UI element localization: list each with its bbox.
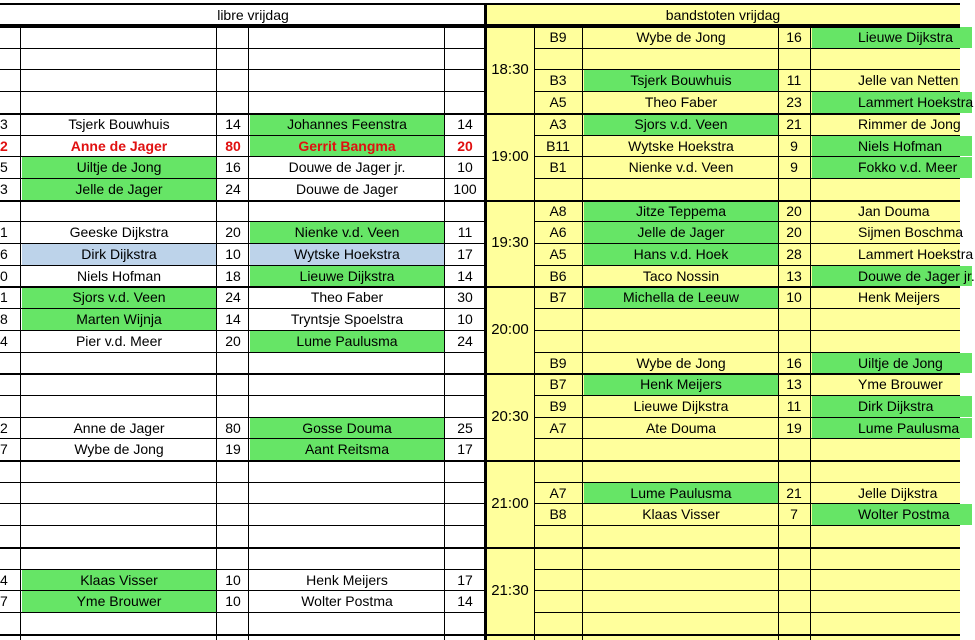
player-2: Tryntsje Spoelstra	[290, 311, 404, 327]
score-1: 20	[225, 224, 241, 240]
table-code: A7	[549, 485, 567, 501]
row-number: 1	[0, 289, 8, 305]
score-1: 24	[225, 181, 241, 197]
col-rule	[248, 26, 249, 640]
row-rule-left	[0, 156, 486, 157]
row-rule-right	[486, 200, 960, 202]
band-player-1: Sjors v.d. Veen	[584, 114, 778, 135]
band-player-1: Wybe de Jong	[636, 355, 726, 371]
table-code: A5	[549, 246, 567, 262]
row-rule-right	[486, 634, 960, 636]
band-player-2: Lammert Hoekstra	[858, 246, 974, 262]
score-2: 20	[457, 138, 473, 154]
player-2: Lieuwe Dijkstra	[250, 266, 444, 286]
band-player-2: Jelle van Netten	[858, 72, 959, 88]
row-rule-right	[534, 438, 960, 439]
row-rule-left	[0, 460, 486, 462]
band-player-2: Jelle Dijkstra	[858, 485, 938, 501]
table-code: B8	[549, 506, 567, 522]
table-code: A6	[549, 224, 567, 240]
score-2: 17	[457, 572, 473, 588]
header-bottom	[0, 24, 960, 26]
score-1: 18	[225, 268, 241, 284]
band-player-1: Henk Meijers	[584, 374, 778, 395]
band-player-1: Hans v.d. Hoek	[584, 244, 778, 265]
player-2: Douwe de Jager	[296, 181, 398, 197]
table-code: B9	[549, 355, 567, 371]
header-bandstoten: bandstoten vrijdag	[486, 4, 960, 26]
row-rule-right	[534, 91, 960, 92]
row-rule-right	[534, 48, 960, 49]
score-1: 19	[225, 441, 241, 457]
band-player-2: Sijmen Boschma	[858, 224, 964, 240]
score-2: 14	[457, 268, 473, 284]
table-code: B9	[549, 398, 567, 414]
time-slot: 19:30	[491, 234, 529, 251]
score-2: 30	[457, 289, 473, 305]
player-1: Klaas Visser	[22, 570, 216, 590]
score-2: 11	[457, 224, 473, 240]
band-player-1: Nienke v.d. Veen	[628, 159, 734, 175]
row-rule-left	[0, 569, 486, 570]
band-player-1: Wytske Hoekstra	[628, 138, 734, 154]
score-1: 80	[225, 420, 241, 436]
row-rule-left	[0, 135, 486, 136]
time-slot: 19:00	[491, 148, 529, 165]
row-number: 4	[0, 572, 8, 588]
band-player-2: Rimmer de Jong	[858, 116, 961, 132]
col-rule	[582, 26, 583, 640]
row-rule-left	[0, 113, 486, 115]
row-rule-right	[534, 221, 960, 222]
player-2: Henk Meijers	[306, 572, 388, 588]
band-score-1: 23	[786, 94, 802, 110]
time-slot: 21:30	[491, 582, 529, 599]
player-1: Anne de Jager	[70, 138, 168, 154]
player-2: Gosse Douma	[250, 418, 444, 438]
row-rule-right	[486, 547, 960, 549]
col-rule	[810, 26, 811, 640]
row-number: 1	[0, 224, 8, 240]
band-player-1: Lieuwe Dijkstra	[633, 398, 729, 414]
band-player-2: Niels Hofman	[812, 136, 972, 156]
row-rule-right	[534, 352, 960, 353]
band-score-1: 16	[786, 355, 802, 371]
row-rule-left	[0, 221, 486, 222]
band-player-1: Lume Paulusma	[584, 483, 778, 503]
col-rule	[534, 26, 535, 640]
player-1: Anne de Jager	[73, 420, 165, 436]
row-rule-right	[534, 417, 960, 418]
band-player-2: Wolter Postma	[812, 504, 972, 525]
band-player-2: Lume Paulusma	[812, 418, 972, 438]
score-2: 14	[457, 116, 473, 132]
band-score-1: 10	[786, 289, 802, 305]
row-rule-left	[0, 590, 486, 591]
band-score-1: 11	[786, 72, 802, 88]
table-code: B9	[549, 29, 567, 45]
row-rule-right	[486, 460, 960, 462]
score-2: 100	[453, 181, 477, 197]
row-rule-left	[0, 178, 486, 179]
score-1: 20	[225, 333, 241, 349]
table-code: B1	[549, 159, 567, 175]
row-rule-left	[0, 547, 486, 549]
player-1: Sjors v.d. Veen	[22, 287, 216, 308]
band-score-1: 16	[786, 29, 802, 45]
row-number: 2	[0, 138, 8, 154]
band-player-1: Klaas Visser	[642, 506, 720, 522]
row-rule-right	[534, 503, 960, 504]
band-player-1: Tsjerk Bouwhuis	[584, 70, 778, 91]
band-score-1: 11	[786, 398, 802, 414]
score-1: 10	[225, 572, 241, 588]
player-1: Yme Brouwer	[22, 591, 216, 612]
row-rule-left	[0, 91, 486, 92]
row-number: 3	[0, 181, 8, 197]
row-rule-left	[0, 417, 486, 418]
score-2: 10	[457, 311, 473, 327]
table-code: A7	[549, 420, 567, 436]
table-code: A8	[549, 203, 567, 219]
score-1: 24	[225, 289, 241, 305]
band-player-1: Ate Douma	[645, 420, 717, 436]
player-2: Wytske Hoekstra	[250, 244, 444, 265]
col-rule	[216, 26, 217, 640]
band-player-2: Douwe de Jager jr.	[812, 266, 972, 286]
row-rule-right	[534, 482, 960, 483]
top-border	[0, 3, 960, 5]
row-rule-right	[534, 612, 960, 613]
row-rule-left	[0, 612, 486, 613]
band-player-2: Dirk Dijkstra	[812, 396, 972, 417]
band-player-2: Henk Meijers	[858, 289, 940, 305]
table-code: B3	[549, 72, 567, 88]
row-rule-left	[0, 503, 486, 504]
row-rule-right	[534, 69, 960, 70]
score-2: 24	[457, 333, 473, 349]
col-rule	[778, 26, 779, 640]
band-player-2: Lammert Hoekstra	[812, 92, 972, 113]
band-score-1: 13	[786, 376, 802, 392]
band-player-2: Lieuwe Dijkstra	[812, 27, 972, 48]
row-rule-right	[534, 308, 960, 309]
row-number: 7	[0, 593, 8, 609]
row-rule-left	[0, 525, 486, 526]
player-2: Wolter Postma	[301, 593, 393, 609]
player-1: Marten Wijnja	[22, 309, 216, 330]
band-player-2: Yme Brouwer	[858, 376, 943, 392]
player-1: Niels Hofman	[76, 268, 162, 284]
row-rule-right	[534, 156, 960, 157]
score-2: 10	[457, 159, 473, 175]
band-player-1: Jelle de Jager	[584, 222, 778, 243]
player-2: Lume Paulusma	[250, 331, 444, 352]
row-rule-left	[0, 48, 486, 49]
row-rule-left	[0, 395, 486, 396]
player-1: Jelle de Jager	[22, 179, 216, 200]
band-score-1: 21	[786, 116, 802, 132]
player-2: Douwe de Jager jr.	[288, 159, 406, 175]
table-code: B7	[549, 376, 567, 392]
band-player-2: Fokko v.d. Meer	[812, 157, 972, 178]
row-rule-right	[534, 569, 960, 570]
header-libre: libre vrijdag	[217, 7, 289, 23]
row-rule-left	[0, 200, 486, 202]
row-rule-left	[0, 330, 486, 331]
score-1: 16	[225, 159, 241, 175]
band-player-2: Uiltje de Jong	[812, 353, 972, 373]
player-1: Dirk Dijkstra	[22, 244, 216, 265]
table-code: A5	[549, 94, 567, 110]
score-2: 14	[457, 593, 473, 609]
band-player-1: Theo Faber	[644, 94, 718, 110]
row-rule-left	[0, 243, 486, 244]
player-1: Uiltje de Jong	[22, 157, 216, 178]
row-rule-right	[534, 178, 960, 179]
row-rule-left	[0, 352, 486, 353]
row-rule-left	[0, 634, 486, 636]
row-rule-left	[0, 26, 486, 28]
player-1: Tsjerk Bouwhuis	[68, 116, 170, 132]
row-number: 2	[0, 420, 8, 436]
table-code: B7	[549, 289, 567, 305]
row-rule-left	[0, 286, 486, 288]
row-rule-right	[534, 330, 960, 331]
player-1: Geeske Dijkstra	[69, 224, 169, 240]
row-rule-left	[0, 69, 486, 70]
player-2: Nienke v.d. Veen	[250, 222, 444, 243]
table-code: B11	[546, 138, 570, 154]
player-1: Pier v.d. Meer	[75, 333, 163, 349]
band-player-1: Wybe de Jong	[636, 29, 726, 45]
score-1: 14	[225, 116, 241, 132]
col-rule-thick	[484, 3, 487, 640]
row-rule-right	[534, 590, 960, 591]
score-1: 10	[225, 593, 241, 609]
player-2: Aant Reitsma	[250, 439, 444, 460]
band-player-1: Michella de Leeuw	[584, 287, 778, 308]
row-number: 6	[0, 246, 8, 262]
time-slot: 18:30	[491, 61, 529, 78]
score-2: 25	[457, 420, 473, 436]
time-slot: 21:00	[491, 495, 529, 512]
row-number: 8	[0, 311, 8, 327]
score-2: 17	[457, 246, 473, 262]
band-player-2: Jan Douma	[858, 203, 930, 219]
row-number: 7	[0, 441, 8, 457]
row-number: 5	[0, 159, 8, 175]
band-score-1: 9	[790, 138, 798, 154]
band-score-1: 21	[786, 485, 802, 501]
band-score-1: 13	[786, 268, 802, 284]
row-rule-right	[534, 525, 960, 526]
row-number: 0	[0, 268, 8, 284]
row-rule-left	[0, 438, 486, 439]
row-rule-right	[486, 286, 960, 288]
band-score-1: 7	[790, 506, 798, 522]
table-code: A3	[549, 116, 567, 132]
row-rule-left	[0, 265, 486, 266]
row-rule-right	[534, 135, 960, 136]
score-1: 14	[225, 311, 241, 327]
row-rule-right	[534, 265, 960, 266]
band-score-1: 20	[786, 203, 802, 219]
band-score-1: 9	[790, 159, 798, 175]
row-rule-left	[0, 373, 486, 375]
score-1: 10	[225, 246, 241, 262]
time-slot: 20:30	[491, 408, 529, 425]
row-number: 4	[0, 333, 8, 349]
score-1: 80	[225, 138, 241, 154]
band-player-1: Taco Nossin	[642, 268, 720, 284]
col-rule	[444, 26, 445, 640]
player-1: Wybe de Jong	[74, 441, 164, 457]
col-rule	[20, 26, 21, 640]
table-code: B6	[549, 268, 567, 284]
row-rule-right	[486, 373, 960, 375]
band-player-1: Jitze Teppema	[584, 201, 778, 221]
band-score-1: 20	[786, 224, 802, 240]
player-2: Johannes Feenstra	[250, 114, 444, 135]
row-rule-right	[534, 243, 960, 244]
row-rule-left	[0, 482, 486, 483]
row-rule-right	[486, 26, 960, 28]
row-rule-left	[0, 308, 486, 309]
player-2: Theo Faber	[310, 289, 384, 305]
band-score-1: 19	[786, 420, 802, 436]
band-score-1: 28	[786, 246, 802, 262]
score-2: 17	[457, 441, 473, 457]
row-number: 3	[0, 116, 8, 132]
time-slot: 20:00	[491, 321, 529, 338]
player-2: Gerrit Bangma	[250, 136, 444, 156]
row-rule-right	[534, 395, 960, 396]
row-rule-right	[486, 113, 960, 115]
